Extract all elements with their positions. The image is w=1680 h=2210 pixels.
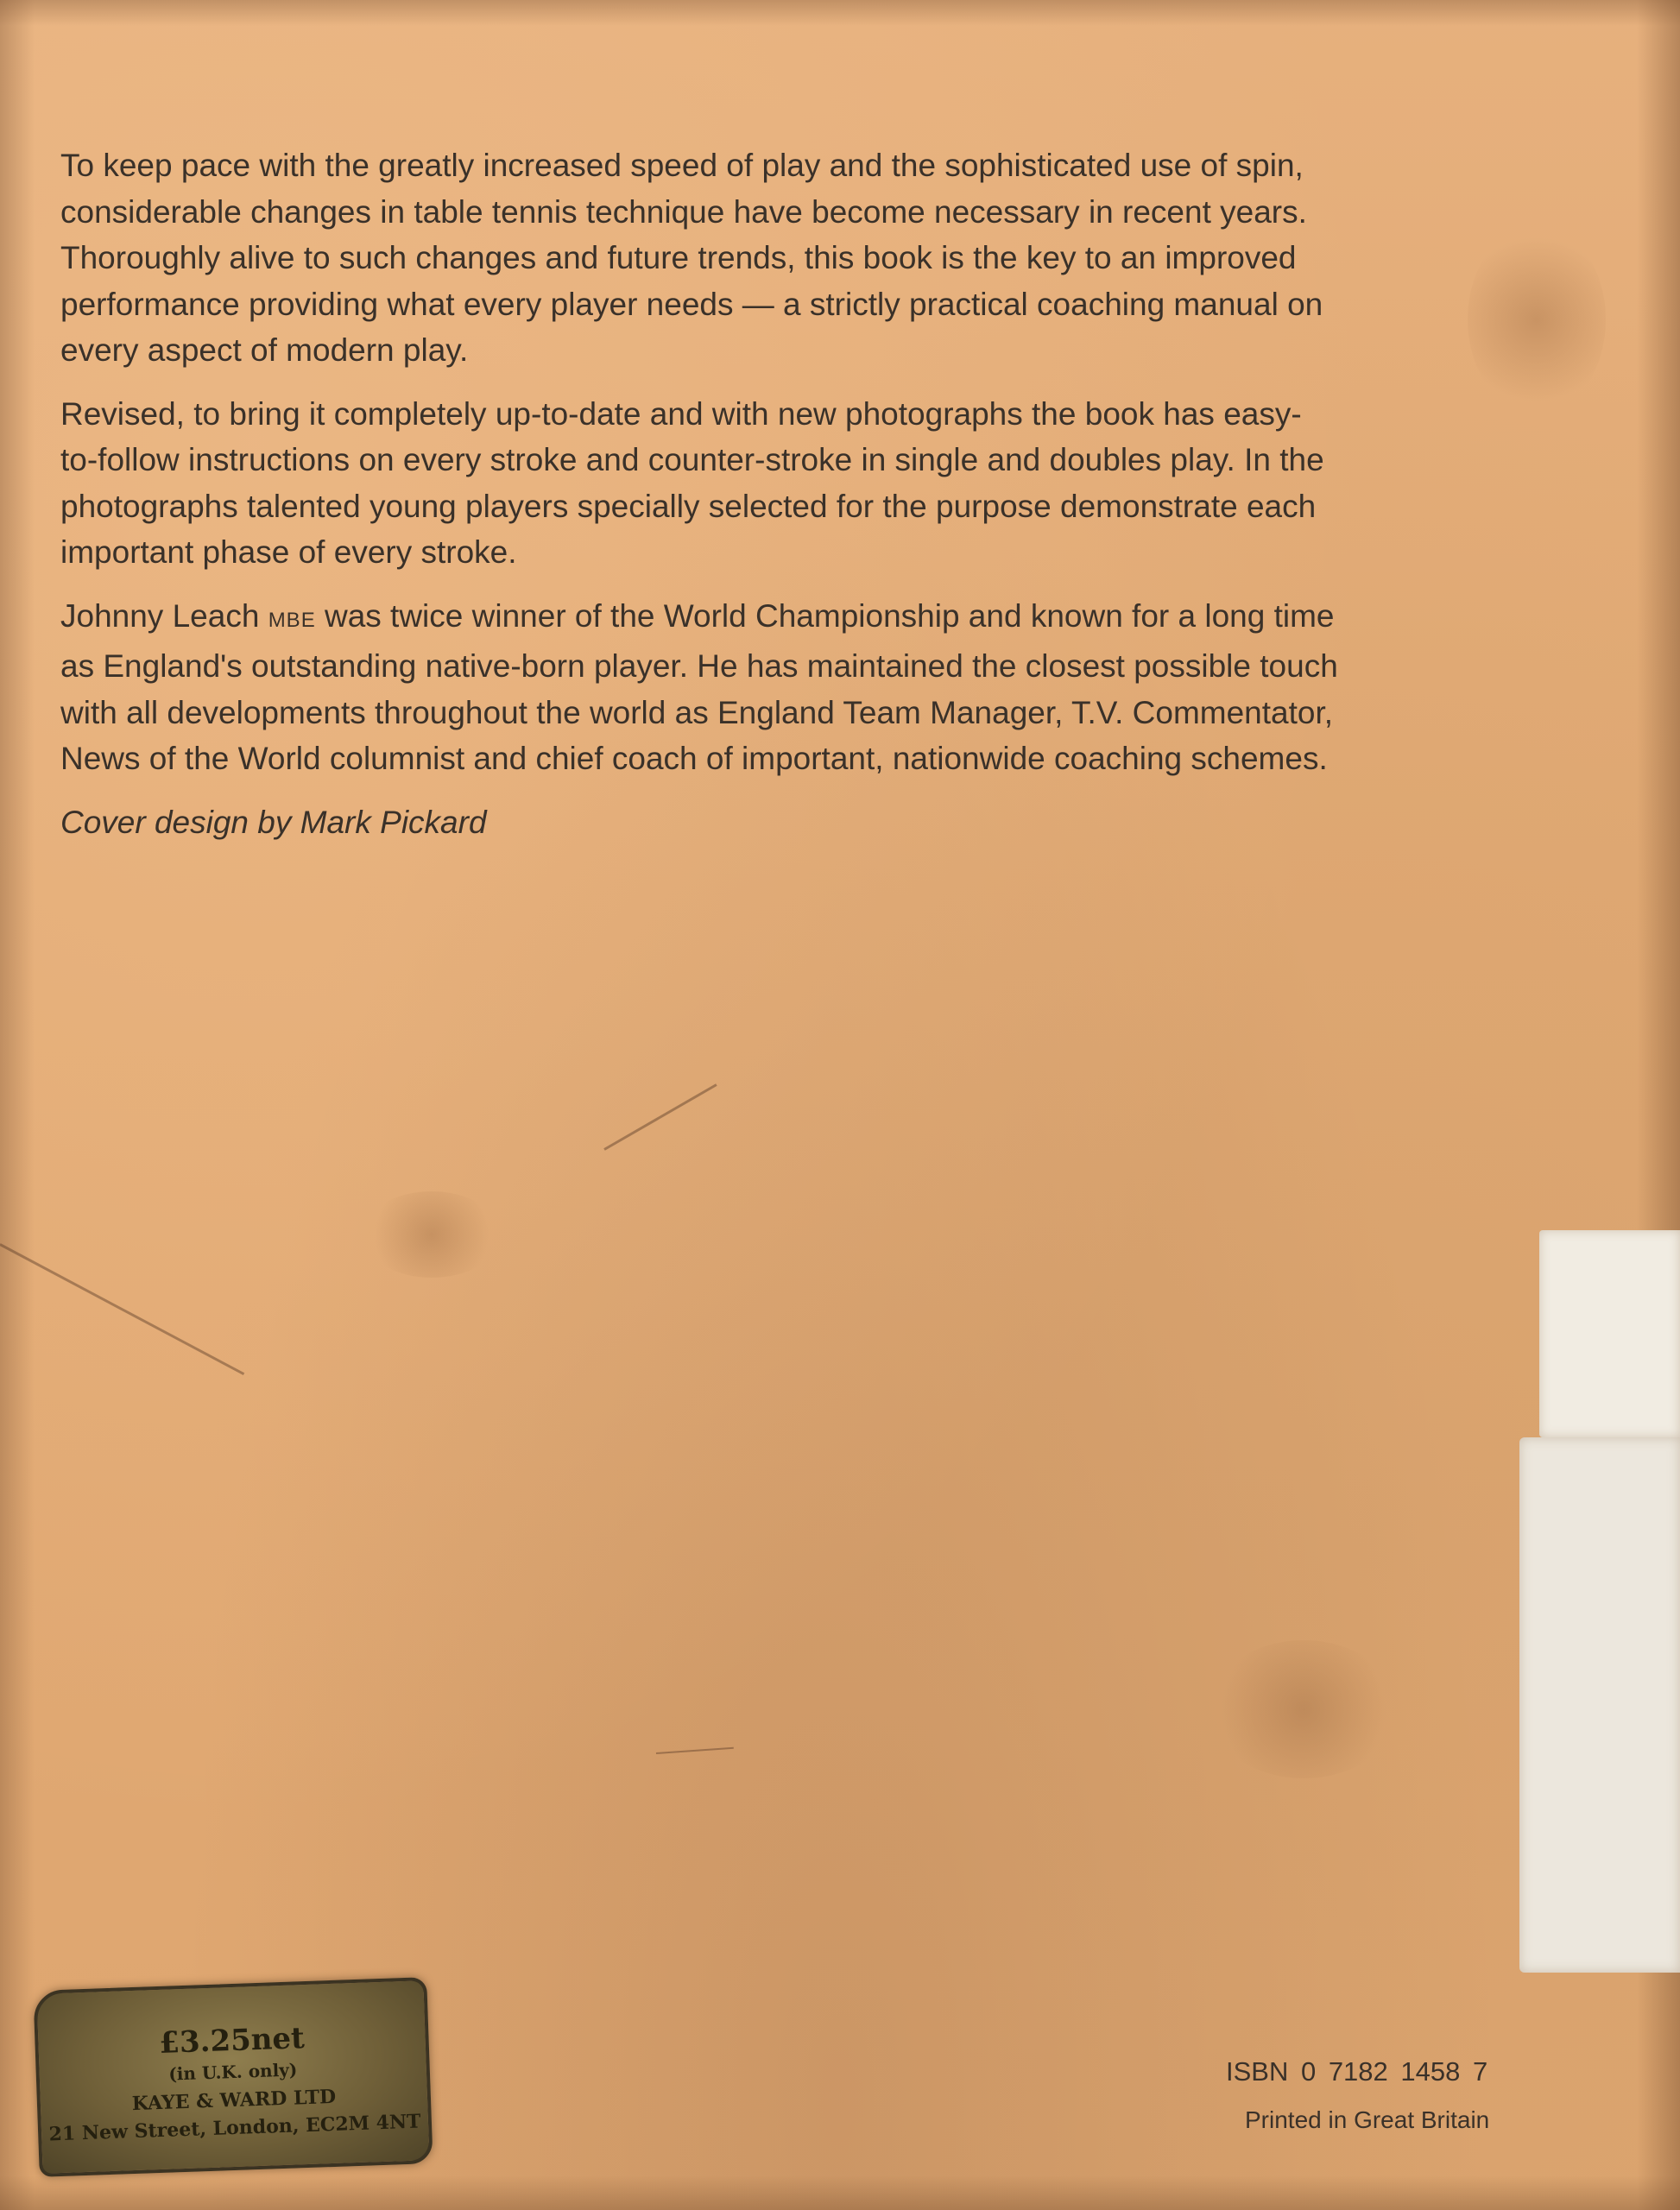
author-bio-text: was twice winner of the World Championship and known for a long time as England's outstanding native-born player. He has maintained the closest possible touch with all developments throughout the world as England Team Manager, T.V. Commentator, News of the World columnist and chief coach of important, nationwide coaching schemes.	[60, 597, 1338, 776]
printed-in: Printed in Great Britain	[1245, 2106, 1490, 2133]
blurb-text	[60, 142, 1338, 862]
blurb-paragraph-1: To keep pace with the greatly increased speed of play and the sophisticated use of spin, considerable changes in table tennis technique have become necessary in recent years. Thoroughly alive to such changes and future trends, this book is the key to an improved performance providing what every player needs — a strictly practical coaching manual on every aspect of modern play.	[60, 148, 1323, 368]
publisher-address: 21 New Street, London, EC2M 4NT	[48, 2110, 421, 2146]
worn-bottom-edge	[0, 2175, 1680, 2210]
price-label	[33, 1977, 433, 2177]
stain	[1209, 1640, 1399, 1778]
worn-top-edge	[0, 0, 1680, 26]
scratch-mark	[0, 1243, 244, 1375]
author-bio	[60, 593, 1338, 782]
stain	[363, 1191, 501, 1278]
isbn: ISBN 0 7182 1458 7	[1226, 2056, 1488, 2087]
scratch-mark	[656, 1747, 734, 1754]
author-honour: MBE	[268, 608, 316, 632]
stain	[1468, 224, 1606, 414]
cover-credit: Cover design by Mark Pickard	[60, 804, 487, 840]
author-name: Johnny Leach	[60, 597, 260, 634]
scratch-mark	[603, 1083, 717, 1151]
publisher-name: KAYE & WARD LTD	[131, 2085, 337, 2116]
price-region: (in U.K. only)	[167, 2059, 298, 2085]
blurb-paragraph-2: Revised, to bring it completely up-to-date and with new photographs the book has easy-to-follow instructions on every stroke and counter-stroke in single and doubles play. In the photographs talented young players specially selected for the purpose demonstrate each important phase of every stroke.	[60, 395, 1324, 570]
sticker-residue	[1519, 1437, 1680, 1973]
sticker-residue	[1539, 1230, 1680, 1437]
price-text: £3.25net	[158, 2021, 306, 2061]
worn-left-edge	[0, 0, 35, 2210]
